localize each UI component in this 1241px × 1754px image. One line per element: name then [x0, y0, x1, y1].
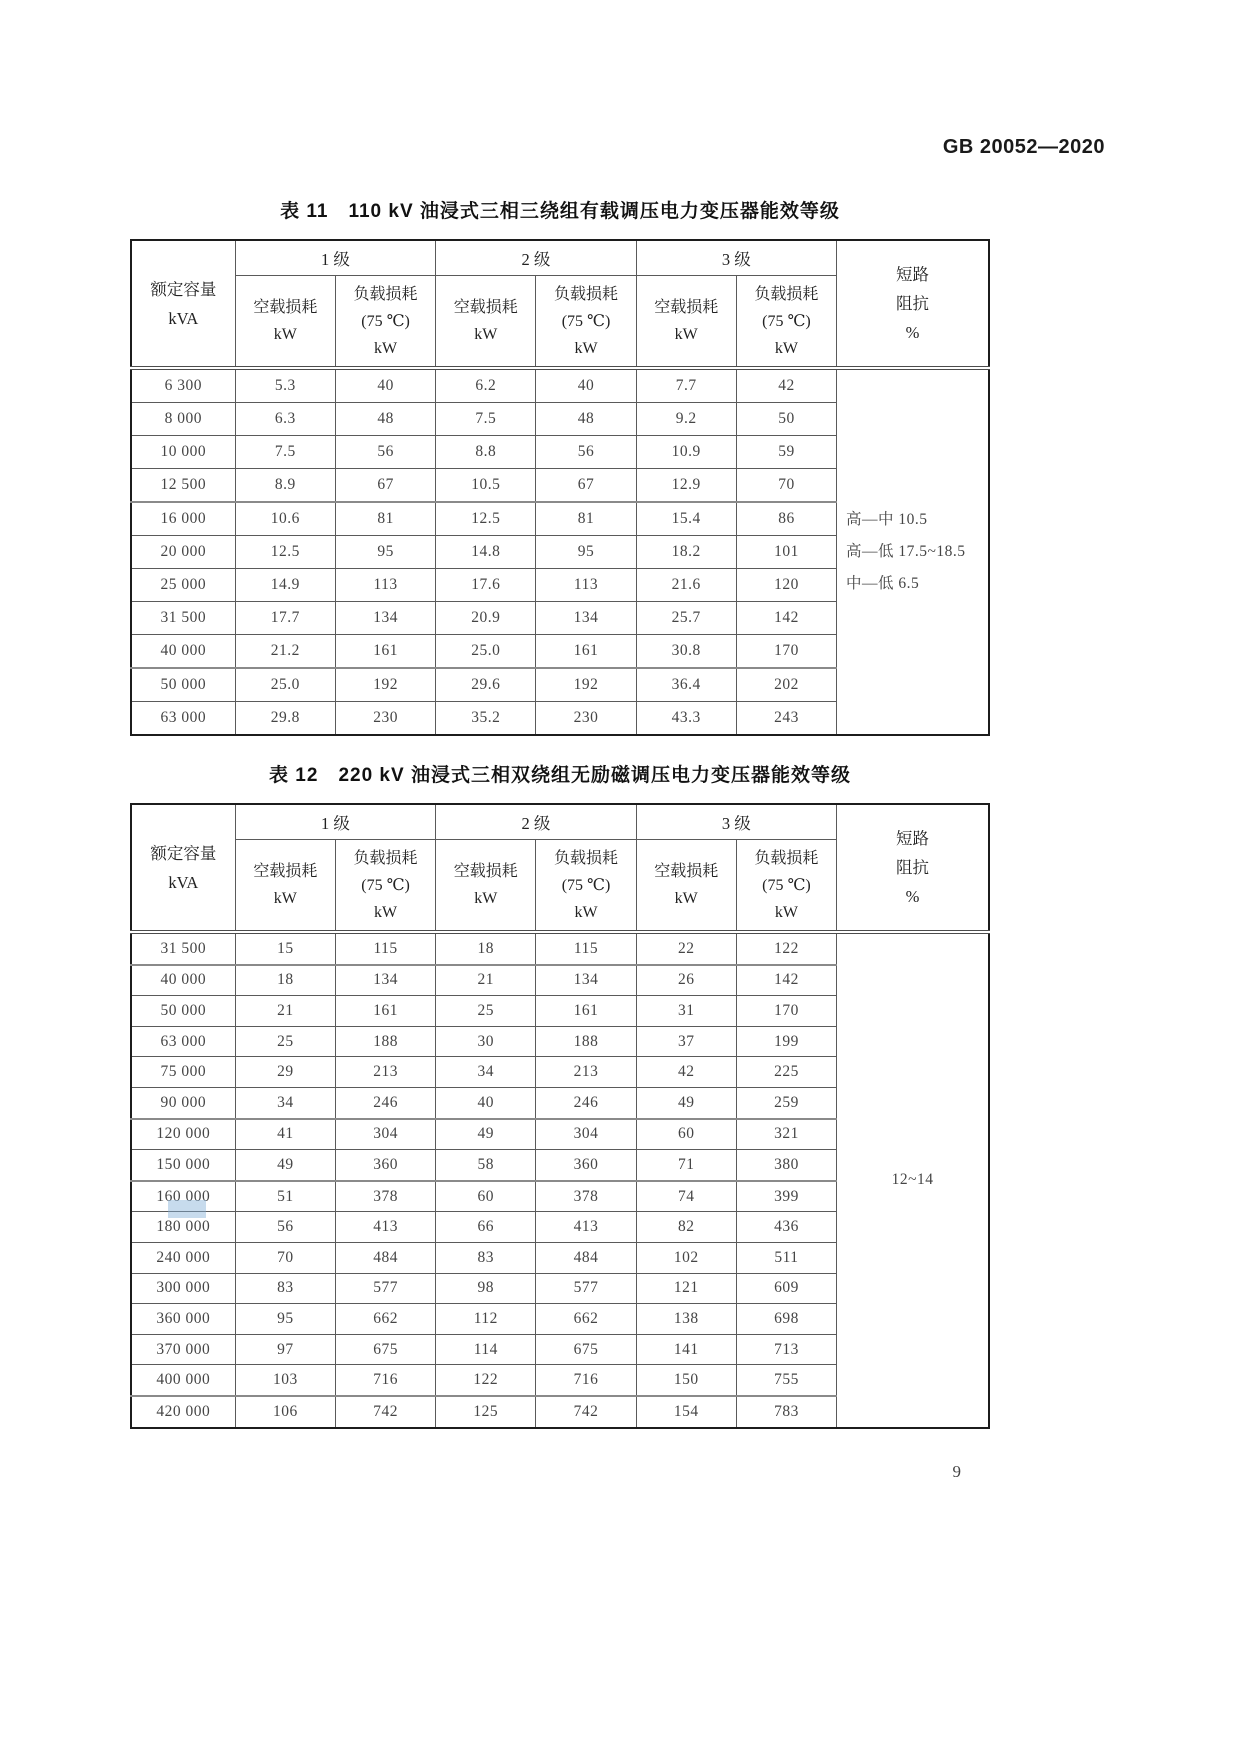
value-cell: 60 [436, 1181, 536, 1212]
value-cell: 67 [335, 469, 435, 503]
value-cell: 81 [536, 502, 636, 536]
value-cell: 21 [436, 965, 536, 996]
value-cell: 170 [736, 996, 836, 1027]
value-cell: 304 [335, 1119, 435, 1150]
value-cell: 675 [536, 1334, 636, 1365]
value-cell: 114 [436, 1334, 536, 1365]
value-cell: 26 [636, 965, 736, 996]
value-cell: 112 [436, 1304, 536, 1335]
value-cell: 17.6 [436, 569, 536, 602]
value-cell: 37 [636, 1026, 736, 1057]
value-cell: 192 [536, 668, 636, 702]
value-cell: 134 [536, 602, 636, 635]
value-cell: 141 [636, 1334, 736, 1365]
value-cell: 40 [335, 368, 435, 403]
capacity-cell: 240 000 [131, 1242, 235, 1273]
value-cell: 15.4 [636, 502, 736, 536]
value-cell: 436 [736, 1212, 836, 1243]
value-cell: 98 [436, 1273, 536, 1304]
value-cell: 113 [536, 569, 636, 602]
value-cell: 716 [335, 1365, 435, 1396]
value-cell: 81 [335, 502, 435, 536]
capacity-cell: 40 000 [131, 635, 235, 669]
value-cell: 5.3 [235, 368, 335, 403]
impedance-line: 中—低 6.5 [846, 575, 920, 592]
value-cell: 413 [536, 1212, 636, 1243]
value-cell: 742 [536, 1396, 636, 1428]
value-cell: 22 [636, 932, 736, 965]
standard-number: GB 20052—2020 [942, 136, 1105, 158]
value-cell: 29.6 [436, 668, 536, 702]
capacity-cell: 12 500 [131, 469, 235, 503]
value-cell: 378 [335, 1181, 435, 1212]
value-cell: 36.4 [636, 668, 736, 702]
impedance-line: 高—中 10.5 [846, 511, 928, 528]
capacity-cell: 63 000 [131, 1026, 235, 1057]
value-cell: 97 [235, 1334, 335, 1365]
header-grade-3: 3 级 [636, 240, 836, 276]
value-cell: 609 [736, 1273, 836, 1304]
header-no-load-loss: 空载损耗 kW [235, 840, 335, 933]
value-cell: 18.2 [636, 536, 736, 569]
page-number: 9 [952, 1462, 961, 1481]
value-cell: 716 [536, 1365, 636, 1396]
value-cell: 9.2 [636, 403, 736, 436]
value-cell: 70 [235, 1242, 335, 1273]
value-cell: 134 [536, 965, 636, 996]
capacity-cell: 150 000 [131, 1150, 235, 1181]
value-cell: 18 [235, 965, 335, 996]
value-cell: 138 [636, 1304, 736, 1335]
value-cell: 399 [736, 1181, 836, 1212]
header-load-loss: 负载损耗 (75 ℃) kW [536, 276, 636, 369]
value-cell: 58 [436, 1150, 536, 1181]
value-cell: 360 [335, 1150, 435, 1181]
value-cell: 230 [536, 702, 636, 736]
value-cell: 484 [536, 1242, 636, 1273]
value-cell: 150 [636, 1365, 736, 1396]
value-cell: 60 [636, 1119, 736, 1150]
value-cell: 83 [436, 1242, 536, 1273]
value-cell: 675 [335, 1334, 435, 1365]
value-cell: 246 [536, 1087, 636, 1118]
value-cell: 484 [335, 1242, 435, 1273]
value-cell: 259 [736, 1087, 836, 1118]
value-cell: 70 [736, 469, 836, 503]
header-grade-2: 2 级 [436, 240, 636, 276]
impedance-cell [837, 368, 989, 735]
capacity-cell: 300 000 [131, 1273, 235, 1304]
value-cell: 21.6 [636, 569, 736, 602]
value-cell: 25 [436, 996, 536, 1027]
value-cell: 213 [536, 1057, 636, 1088]
value-cell: 8.9 [235, 469, 335, 503]
value-cell: 49 [636, 1087, 736, 1118]
capacity-cell: 31 500 [131, 602, 235, 635]
value-cell: 20.9 [436, 602, 536, 635]
header-grade-2: 2 级 [436, 804, 636, 840]
header-load-loss: 负载损耗 (75 ℃) kW [736, 840, 836, 933]
value-cell: 8.8 [436, 436, 536, 469]
value-cell: 202 [736, 668, 836, 702]
capacity-cell: 6 300 [131, 368, 235, 403]
value-cell: 56 [536, 436, 636, 469]
value-cell: 10.9 [636, 436, 736, 469]
value-cell: 188 [536, 1026, 636, 1057]
capacity-cell: 370 000 [131, 1334, 235, 1365]
value-cell: 161 [536, 635, 636, 669]
value-cell: 67 [536, 469, 636, 503]
value-cell: 14.9 [235, 569, 335, 602]
table11 [130, 239, 990, 736]
value-cell: 125 [436, 1396, 536, 1428]
value-cell: 71 [636, 1150, 736, 1181]
value-cell: 48 [536, 403, 636, 436]
value-cell: 30.8 [636, 635, 736, 669]
value-cell: 7.5 [436, 403, 536, 436]
value-cell: 188 [335, 1026, 435, 1057]
value-cell: 142 [736, 965, 836, 996]
value-cell: 82 [636, 1212, 736, 1243]
value-cell: 12.5 [436, 502, 536, 536]
value-cell: 40 [436, 1087, 536, 1118]
value-cell: 120 [736, 569, 836, 602]
value-cell: 25 [235, 1026, 335, 1057]
header-rated-capacity: 额定容量 kVA [131, 804, 235, 932]
value-cell: 18 [436, 932, 536, 965]
capacity-cell: 31 500 [131, 932, 235, 965]
table12 [130, 803, 990, 1429]
value-cell: 6.3 [235, 403, 335, 436]
value-cell: 59 [736, 436, 836, 469]
value-cell: 134 [335, 965, 435, 996]
capacity-cell: 40 000 [131, 965, 235, 996]
value-cell: 577 [335, 1273, 435, 1304]
capacity-cell: 180 000 [131, 1212, 235, 1243]
value-cell: 21 [235, 996, 335, 1027]
header-no-load-loss: 空载损耗 kW [235, 276, 335, 369]
header-no-load-loss: 空载损耗 kW [636, 276, 736, 369]
value-cell: 106 [235, 1396, 335, 1428]
value-cell: 199 [736, 1026, 836, 1057]
value-cell: 25.0 [235, 668, 335, 702]
value-cell: 246 [335, 1087, 435, 1118]
capacity-cell: 420 000 [131, 1396, 235, 1428]
value-cell: 34 [436, 1057, 536, 1088]
capacity-cell: 400 000 [131, 1365, 235, 1396]
value-cell: 41 [235, 1119, 335, 1150]
value-cell: 95 [235, 1304, 335, 1335]
capacity-cell: 16 000 [131, 502, 235, 536]
value-cell: 755 [736, 1365, 836, 1396]
table12-section [130, 760, 990, 1429]
header-no-load-loss: 空载损耗 kW [636, 840, 736, 933]
capacity-cell: 25 000 [131, 569, 235, 602]
value-cell: 56 [235, 1212, 335, 1243]
value-cell: 10.6 [235, 502, 335, 536]
value-cell: 51 [235, 1181, 335, 1212]
value-cell: 34 [235, 1087, 335, 1118]
header-load-loss: 负载损耗 (75 ℃) kW [536, 840, 636, 933]
value-cell: 698 [736, 1304, 836, 1335]
capacity-cell: 160 000 [131, 1181, 235, 1212]
value-cell: 49 [436, 1119, 536, 1150]
value-cell: 86 [736, 502, 836, 536]
value-cell: 783 [736, 1396, 836, 1428]
value-cell: 7.5 [235, 436, 335, 469]
capacity-cell: 75 000 [131, 1057, 235, 1088]
capacity-cell: 8 000 [131, 403, 235, 436]
value-cell: 15 [235, 932, 335, 965]
capacity-cell: 360 000 [131, 1304, 235, 1335]
value-cell: 154 [636, 1396, 736, 1428]
value-cell: 662 [536, 1304, 636, 1335]
capacity-cell: 63 000 [131, 702, 235, 736]
table12-caption: 表 12 220 kV 油浸式三相双绕组无励磁调压电力变压器能效等级 [269, 765, 851, 786]
table-row [131, 932, 989, 965]
header-load-loss: 负载损耗 (75 ℃) kW [335, 276, 435, 369]
value-cell: 113 [335, 569, 435, 602]
value-cell: 230 [335, 702, 435, 736]
value-cell: 56 [335, 436, 435, 469]
value-cell: 103 [235, 1365, 335, 1396]
value-cell: 95 [536, 536, 636, 569]
value-cell: 7.7 [636, 368, 736, 403]
capacity-cell: 50 000 [131, 668, 235, 702]
value-cell: 225 [736, 1057, 836, 1088]
capacity-cell: 50 000 [131, 996, 235, 1027]
value-cell: 29 [235, 1057, 335, 1088]
value-cell: 14.8 [436, 536, 536, 569]
header-no-load-loss: 空载损耗 kW [436, 840, 536, 933]
header-grade-1: 1 级 [235, 804, 435, 840]
value-cell: 43.3 [636, 702, 736, 736]
value-cell: 121 [636, 1273, 736, 1304]
value-cell: 742 [335, 1396, 435, 1428]
value-cell: 101 [736, 536, 836, 569]
table-row [131, 368, 989, 403]
value-cell: 161 [536, 996, 636, 1027]
value-cell: 31 [636, 996, 736, 1027]
header-no-load-loss: 空载损耗 kW [436, 276, 536, 369]
value-cell: 25.7 [636, 602, 736, 635]
capacity-cell: 90 000 [131, 1087, 235, 1118]
header-load-loss: 负载损耗 (75 ℃) kW [736, 276, 836, 369]
value-cell: 321 [736, 1119, 836, 1150]
value-cell: 304 [536, 1119, 636, 1150]
value-cell: 380 [736, 1150, 836, 1181]
header-load-loss: 负载损耗 (75 ℃) kW [335, 840, 435, 933]
value-cell: 122 [436, 1365, 536, 1396]
impedance-line: 12~14 [891, 1171, 934, 1189]
impedance-cell [837, 932, 989, 1428]
value-cell: 12.5 [235, 536, 335, 569]
value-cell: 413 [335, 1212, 435, 1243]
value-cell: 48 [335, 403, 435, 436]
value-cell: 134 [335, 602, 435, 635]
capacity-cell: 20 000 [131, 536, 235, 569]
table11-section [130, 196, 990, 736]
value-cell: 142 [736, 602, 836, 635]
value-cell: 243 [736, 702, 836, 736]
value-cell: 30 [436, 1026, 536, 1057]
value-cell: 6.2 [436, 368, 536, 403]
value-cell: 10.5 [436, 469, 536, 503]
value-cell: 66 [436, 1212, 536, 1243]
value-cell: 577 [536, 1273, 636, 1304]
header-grade-1: 1 级 [235, 240, 435, 276]
value-cell: 21.2 [235, 635, 335, 669]
value-cell: 42 [636, 1057, 736, 1088]
value-cell: 378 [536, 1181, 636, 1212]
value-cell: 12.9 [636, 469, 736, 503]
value-cell: 17.7 [235, 602, 335, 635]
value-cell: 25.0 [436, 635, 536, 669]
header-short-circuit-impedance: 短路 阻抗 % [837, 804, 989, 932]
value-cell: 161 [335, 996, 435, 1027]
impedance-line: 高—低 17.5~18.5 [846, 543, 966, 560]
capacity-cell: 120 000 [131, 1119, 235, 1150]
value-cell: 102 [636, 1242, 736, 1273]
value-cell: 360 [536, 1150, 636, 1181]
header-rated-capacity: 额定容量 kVA [131, 240, 235, 368]
value-cell: 40 [536, 368, 636, 403]
value-cell: 192 [335, 668, 435, 702]
value-cell: 29.8 [235, 702, 335, 736]
value-cell: 115 [335, 932, 435, 965]
value-cell: 713 [736, 1334, 836, 1365]
value-cell: 42 [736, 368, 836, 403]
value-cell: 170 [736, 635, 836, 669]
value-cell: 161 [335, 635, 435, 669]
header-grade-3: 3 级 [636, 804, 836, 840]
value-cell: 115 [536, 932, 636, 965]
value-cell: 95 [335, 536, 435, 569]
value-cell: 49 [235, 1150, 335, 1181]
value-cell: 213 [335, 1057, 435, 1088]
value-cell: 83 [235, 1273, 335, 1304]
value-cell: 511 [736, 1242, 836, 1273]
value-cell: 74 [636, 1181, 736, 1212]
capacity-cell: 10 000 [131, 436, 235, 469]
value-cell: 662 [335, 1304, 435, 1335]
value-cell: 122 [736, 932, 836, 965]
value-cell: 50 [736, 403, 836, 436]
header-short-circuit-impedance: 短路 阻抗 % [837, 240, 989, 368]
table11-caption: 表 11 110 kV 油浸式三相三绕组有载调压电力变压器能效等级 [280, 201, 840, 222]
value-cell: 35.2 [436, 702, 536, 736]
